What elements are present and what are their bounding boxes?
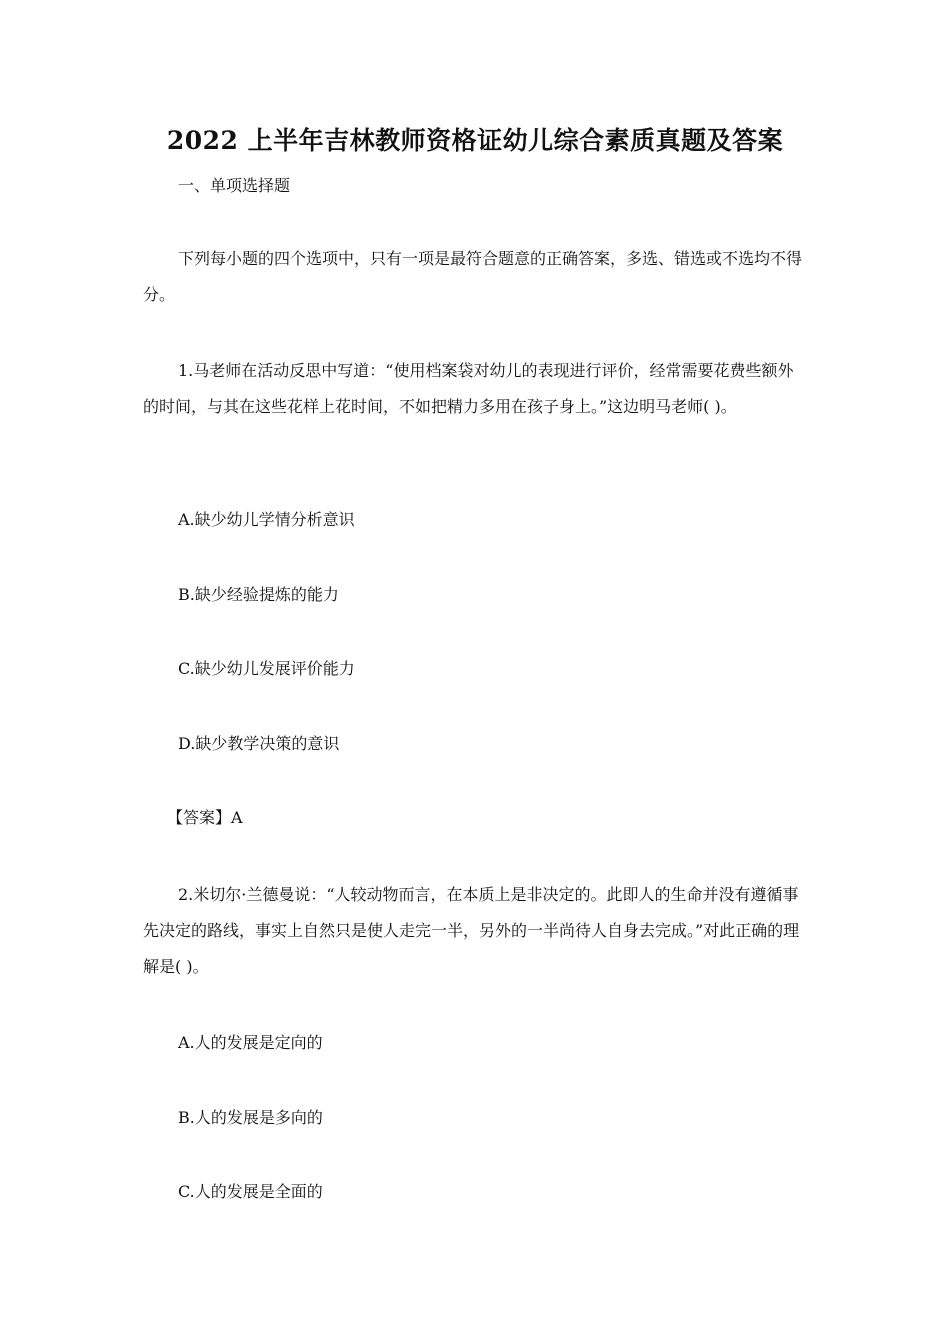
question-2-option-b: B.人的发展是多向的: [178, 1108, 323, 1127]
question-1-option-a: A.缺少幼儿学情分析意识: [178, 510, 355, 529]
question-1-answer: 【答案】A: [167, 808, 243, 827]
question-1-stem: 1.马老师在活动反思中写道：“使用档案袋对幼儿的表现进行评价，经常需要花费些额外的时间，与其在这些花样上花时间，不如把精力多用在孩子身上。”这边明马老师( )。: [143, 361, 794, 416]
instructions-paragraph: 下列每小题的四个选项中，只有一项是最符合题意的正确答案，多选、错选或不选均不得分。: [143, 249, 803, 304]
question-1-option-c: C.缺少幼儿发展评价能力: [178, 659, 355, 678]
question-2-option-a: A.人的发展是定向的: [178, 1033, 323, 1052]
question-2-option-c: C.人的发展是全面的: [178, 1182, 323, 1201]
question-1-option-b: B.缺少经验提炼的能力: [178, 585, 339, 604]
question-1-option-d: D.缺少教学决策的意识: [178, 734, 340, 753]
document-title: 2022 上半年吉林教师资格证幼儿综合素质真题及答案: [166, 126, 784, 155]
question-2-stem: 2.米切尔·兰德曼说：“人较动物而言，在本质上是非决定的。此即人的生命并没有遵循事先决定的路线，事实上自然只是使人走完一半，另外的一半尚待人自身去完成。”对此正确的理解是( )。: [143, 885, 800, 976]
section-heading: 一、单项选择题: [178, 176, 291, 195]
